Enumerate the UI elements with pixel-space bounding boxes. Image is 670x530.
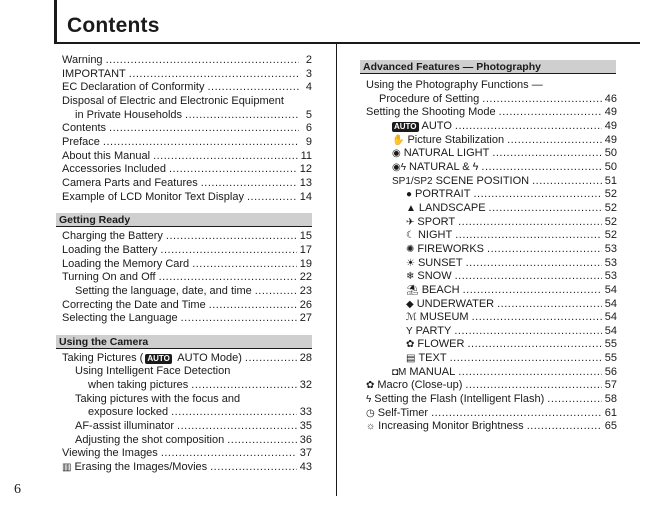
toc-entry[interactable] — [62, 68, 312, 82]
toc-entry[interactable] — [62, 95, 312, 109]
toc-entry-label — [62, 68, 126, 82]
toc-entry[interactable] — [62, 81, 312, 95]
toc-page-number: 26 — [299, 298, 312, 311]
toc-entry[interactable] — [366, 147, 617, 161]
toc-entry[interactable] — [366, 311, 617, 325]
toc-entry[interactable] — [366, 325, 617, 339]
toc-entry[interactable] — [366, 106, 617, 120]
toc-entry-label — [88, 406, 168, 420]
toc-entry-text: Setting the Flash (Intelligent Flash) — [374, 393, 545, 406]
toc-entry-text: exposure locked — [88, 406, 169, 419]
toc-entry[interactable] — [366, 216, 617, 230]
leader-dots — [455, 229, 602, 243]
toc-entry-label — [392, 147, 489, 161]
toc-entry[interactable] — [62, 352, 312, 366]
leader-dots — [472, 311, 602, 325]
toc-entry-text: Taking Pictures ( — [62, 351, 144, 364]
toc-entry-text: AF-assist illuminator — [75, 420, 175, 433]
leader-dots — [209, 299, 297, 313]
toc-page-number: 37 — [299, 447, 312, 460]
toc-entry-text: Camera Parts and Features — [62, 176, 198, 189]
toc-page-number: 54 — [604, 324, 617, 337]
leader-dots — [106, 54, 299, 68]
mode-icon: ℳ — [406, 312, 417, 324]
toc-entry[interactable] — [62, 461, 312, 475]
toc-page-number: 43 — [299, 461, 312, 474]
mode-icon: ✿ — [406, 339, 415, 351]
toc-entry[interactable] — [62, 434, 312, 448]
toc-page-number: 50 — [604, 147, 617, 160]
toc-entry-text: Charging the Battery — [62, 230, 163, 243]
toc-entry[interactable] — [62, 136, 312, 150]
toc-entry-label — [62, 461, 207, 475]
toc-entry-text: IMPORTANT — [62, 67, 126, 80]
toc-entry[interactable] — [62, 379, 312, 393]
toc-page-number: 36 — [299, 433, 312, 446]
toc-entry-text: SCENE POSITION — [435, 174, 530, 187]
toc-page-number: 28 — [299, 351, 312, 364]
leader-dots — [247, 191, 297, 205]
toc-entry[interactable] — [62, 122, 312, 136]
toc-entry[interactable] — [366, 393, 617, 407]
toc-entry-text: Macro (Close-up) — [377, 379, 463, 392]
mode-icon: ❄ — [406, 271, 415, 283]
leader-dots — [161, 447, 297, 461]
leader-dots — [129, 68, 299, 82]
toc-entry-text: SUNSET — [417, 256, 463, 269]
toc-entry-text: Picture Stabilization — [407, 133, 505, 146]
toc-entry[interactable] — [366, 379, 617, 393]
toc-page-number: 11 — [300, 149, 312, 162]
toc-entry-text: LANDSCAPE — [418, 201, 486, 214]
toc-page-number: 4 — [305, 81, 312, 94]
toc-page-number: 52 — [604, 188, 617, 201]
section-heading-getting-ready: Getting Ready — [56, 213, 312, 227]
leader-dots — [465, 379, 601, 393]
toc-page-number: 52 — [604, 215, 617, 228]
toc-entry-text: when taking pictures — [88, 379, 189, 392]
toc-entry[interactable] — [62, 54, 312, 68]
mode-icon: ✿ — [366, 380, 375, 392]
leader-dots — [450, 352, 602, 366]
leader-dots — [463, 284, 602, 298]
toc-entry-text: FIREWORKS — [417, 242, 485, 255]
toc-page-number: 52 — [604, 229, 617, 242]
toc-page-number: 12 — [299, 163, 312, 176]
toc-entry-text: PARTY — [415, 324, 452, 337]
toc-entry[interactable] — [62, 109, 312, 123]
leader-dots — [201, 177, 297, 191]
toc-entry-label — [406, 243, 484, 257]
toc-page-number: 53 — [604, 270, 617, 283]
toc-entry[interactable] — [62, 191, 312, 205]
toc-entry-text: Correcting the Date and Time — [62, 298, 206, 311]
mode-icon: SP1/SP2 — [392, 175, 433, 187]
leader-dots — [191, 379, 296, 393]
toc-entry-text: Taking pictures with the focus and — [75, 392, 241, 405]
toc-page-number: 3 — [305, 67, 312, 80]
toc-entry-label — [62, 352, 242, 366]
toc-page-number: 46 — [604, 92, 617, 105]
toc-entry-label — [406, 352, 447, 366]
toc-entry[interactable] — [366, 79, 617, 93]
toc-entry[interactable] — [62, 230, 312, 244]
toc-page-number: 15 — [299, 230, 312, 243]
toc-entry-label — [75, 434, 224, 448]
leader-dots — [455, 120, 602, 134]
toc-entry[interactable] — [366, 270, 617, 284]
toc-entry[interactable] — [62, 285, 312, 299]
toc-entry-text: Loading the Battery — [62, 243, 158, 256]
toc-entry-text: UNDERWATER — [416, 297, 495, 310]
leader-dots — [473, 188, 601, 202]
toc-entry-label — [62, 230, 163, 244]
mode-icon: ☾ — [406, 230, 415, 242]
toc-entry-text: in Private Households — [75, 108, 183, 121]
toc-entry-text: Adjusting the shot composition — [75, 433, 225, 446]
toc-entry-label — [62, 95, 284, 109]
toc-entry-text: Loading the Memory Card — [62, 257, 190, 270]
toc-entry-label — [366, 420, 524, 434]
toc-entry-text: NATURAL & ϟ — [409, 160, 479, 173]
toc-page-number: 54 — [604, 283, 617, 296]
spacer — [62, 204, 312, 213]
toc-entry-label — [366, 407, 428, 421]
toc-entry-text: AUTO Mode) — [174, 351, 242, 364]
leader-dots — [532, 175, 602, 189]
toc-page-number: 58 — [604, 393, 617, 406]
toc-entry-label — [406, 298, 494, 312]
toc-entry[interactable] — [62, 299, 312, 313]
leader-dots — [103, 136, 299, 150]
toc-page-number: 23 — [299, 284, 312, 297]
toc-entry[interactable] — [62, 365, 312, 379]
toc-entry-text: Using the Photography Functions — — [366, 79, 543, 91]
section-heading-using-camera: Using the Camera — [56, 335, 312, 349]
auto-mode-icon: AUTO — [147, 353, 170, 363]
toc-entry-label — [62, 81, 204, 95]
mode-icon: ☼ — [366, 421, 376, 433]
toc-entry-text: SNOW — [417, 270, 452, 283]
mode-icon: ✈ — [406, 216, 415, 228]
mode-icon: ▥ — [62, 462, 72, 474]
toc-entry[interactable] — [366, 366, 617, 380]
toc-page-number: 52 — [604, 201, 617, 214]
mode-icon: ◘M — [392, 366, 407, 378]
toc-entry[interactable] — [366, 188, 617, 202]
toc-entry-label — [62, 136, 100, 150]
leader-dots — [207, 81, 299, 95]
mode-icon: ⛱ — [406, 284, 419, 296]
leader-dots — [245, 352, 297, 366]
toc-entry[interactable] — [62, 406, 312, 420]
leader-dots — [497, 298, 602, 312]
leader-dots — [482, 93, 601, 107]
toc-page-number: 5 — [305, 108, 312, 121]
toc-entry[interactable] — [62, 420, 312, 434]
getting-ready-list — [62, 230, 312, 326]
mode-icon: ▤ — [406, 353, 416, 365]
toc-entry-label — [366, 106, 496, 120]
toc-entry-text: NIGHT — [417, 229, 453, 242]
leader-dots — [171, 406, 297, 420]
toc-entry-label — [75, 420, 174, 434]
advanced-features-list — [366, 79, 617, 434]
leader-dots — [210, 461, 297, 475]
toc-entry[interactable] — [366, 229, 617, 243]
right-column — [363, 60, 617, 434]
toc-page-number: 56 — [604, 365, 617, 378]
toc-entry[interactable] — [366, 257, 617, 271]
toc-entry-text: Increasing Monitor Brightness — [378, 420, 524, 433]
toc-entry-label — [62, 150, 150, 164]
toc-page-number: 61 — [604, 406, 617, 419]
toc-page-number: 53 — [604, 242, 617, 255]
toc-page-number: 9 — [305, 135, 312, 148]
toc-entry-label — [379, 93, 479, 107]
toc-entry[interactable] — [62, 150, 312, 164]
toc-page-number: 22 — [299, 271, 312, 284]
toc-entry-label — [406, 284, 460, 298]
toc-entry-text: SPORT — [417, 215, 456, 228]
toc-entry-label — [62, 271, 156, 285]
mode-icon: ◆ — [406, 298, 414, 310]
toc-page-number: 54 — [604, 297, 617, 310]
toc-entry-text: MUSEUM — [419, 311, 469, 324]
toc-entry-label — [406, 188, 470, 202]
leader-dots — [489, 202, 602, 216]
leader-dots — [499, 106, 602, 120]
mode-icon: ϟ — [366, 394, 372, 406]
toc-page-number: 19 — [299, 257, 312, 270]
toc-entry[interactable] — [366, 202, 617, 216]
toc-entry-label — [62, 312, 178, 326]
toc-entry-label — [88, 379, 188, 393]
leader-dots — [481, 161, 601, 175]
toc-entry-text: Disposal of Electric and Electronic Equipment — [62, 94, 284, 107]
toc-page-number: 49 — [604, 119, 617, 132]
leader-dots — [185, 109, 299, 123]
toc-entry-text: Self-Timer — [377, 406, 429, 419]
leader-dots — [507, 134, 602, 148]
toc-page-number: 54 — [604, 311, 617, 324]
toc-entry-label — [406, 325, 451, 339]
toc-entry-text: Erasing the Images/Movies — [74, 461, 208, 474]
toc-page-number: 57 — [604, 379, 617, 392]
toc-page-number: 65 — [604, 420, 617, 433]
page-number: 6 — [14, 482, 21, 497]
using-camera-list — [62, 352, 312, 475]
toc-entry[interactable] — [366, 284, 617, 298]
toc-entry-label — [392, 366, 455, 380]
toc-entry[interactable] — [366, 407, 617, 421]
toc-entry-label — [366, 393, 544, 407]
leader-dots — [181, 312, 297, 326]
leader-dots — [109, 122, 299, 136]
toc-entry-label — [406, 338, 464, 352]
toc-entry-text: Example of LCD Monitor Text Display — [62, 190, 244, 203]
toc-entry[interactable] — [62, 244, 312, 258]
page-title: Contents — [67, 14, 160, 37]
toc-entry-label — [366, 79, 543, 93]
toc-entry[interactable] — [366, 420, 617, 434]
toc-entry-label — [75, 393, 240, 407]
toc-entry-label — [62, 177, 198, 191]
toc-entry[interactable] — [366, 243, 617, 257]
leader-dots — [255, 285, 297, 299]
toc-entry-text: Using Intelligent Face Detection — [75, 365, 231, 378]
toc-entry-text: MANUAL — [409, 365, 456, 378]
leader-dots — [492, 147, 601, 161]
toc-entry-text: BEACH — [421, 283, 460, 296]
toc-entry-label — [406, 257, 463, 271]
toc-entry[interactable] — [62, 163, 312, 177]
leader-dots — [431, 407, 602, 421]
toc-page-number: 50 — [604, 160, 617, 173]
spacer — [62, 326, 312, 335]
toc-entry-label — [392, 120, 452, 134]
toc-entry-text: About this Manual — [62, 149, 151, 162]
toc-entry-label — [75, 285, 252, 299]
toc-entry-label — [62, 191, 244, 205]
toc-entry[interactable] — [366, 338, 617, 352]
section-heading-advanced-features: Advanced Features — Photography — [360, 60, 616, 74]
leader-dots — [177, 420, 297, 434]
mode-icon: ▲ — [406, 202, 416, 214]
toc-entry-label — [62, 299, 206, 313]
column-divider — [336, 44, 337, 496]
leader-dots — [527, 420, 602, 434]
toc-entry-label — [62, 447, 158, 461]
toc-entry[interactable] — [366, 352, 617, 366]
left-toc-list — [62, 54, 312, 204]
toc-page-number: 2 — [305, 54, 312, 66]
toc-entry-text: AUTO — [421, 119, 452, 132]
toc-entry-text: Accessories Included — [62, 163, 166, 176]
leader-dots — [227, 434, 297, 448]
leader-dots — [160, 244, 296, 258]
leader-dots — [466, 257, 602, 271]
toc-entry-label — [406, 229, 452, 243]
toc-entry-label — [406, 202, 486, 216]
toc-entry-text: Preface — [62, 135, 100, 148]
toc-entry-text: Turning On and Off — [62, 271, 156, 284]
toc-entry[interactable] — [62, 393, 312, 407]
left-column — [59, 54, 312, 475]
leader-dots — [153, 150, 298, 164]
toc-entry-text: Selecting the Language — [62, 312, 178, 325]
mode-icon: ✋ — [392, 134, 405, 146]
mode-icon: ◉ϟ — [392, 161, 407, 173]
toc-page-number: 53 — [604, 256, 617, 269]
leader-dots — [458, 366, 602, 380]
title-bar — [54, 0, 640, 44]
mode-icon: ◉ — [392, 148, 401, 160]
toc-page-number: 33 — [299, 406, 312, 419]
toc-entry-text: FLOWER — [417, 338, 465, 351]
leader-dots — [169, 163, 297, 177]
leader-dots — [467, 338, 601, 352]
mode-icon: ✺ — [406, 243, 415, 255]
toc-entry-text: PORTRAIT — [415, 188, 471, 201]
toc-entry-text: Setting the language, date, and time — [75, 284, 252, 297]
toc-page-number: 13 — [299, 176, 312, 189]
toc-entry[interactable] — [62, 258, 312, 272]
toc-entry-label — [366, 379, 462, 393]
toc-entry-label — [75, 365, 230, 379]
toc-entry-label — [62, 122, 106, 136]
toc-page-number: 55 — [604, 352, 617, 365]
toc-entry-label — [62, 244, 157, 258]
toc-entry-label — [62, 54, 103, 68]
leader-dots — [159, 271, 297, 285]
toc-entry[interactable] — [62, 177, 312, 191]
toc-page-number: 14 — [299, 190, 312, 203]
toc-entry-text: Setting the Shooting Mode — [366, 106, 496, 119]
toc-entry-text: NATURAL LIGHT — [403, 147, 490, 160]
toc-entry[interactable] — [366, 161, 617, 175]
auto-mode-icon: AUTO — [394, 121, 417, 131]
leader-dots — [487, 243, 602, 257]
toc-entry-text: Viewing the Images — [62, 447, 158, 460]
toc-entry[interactable] — [366, 120, 617, 134]
toc-page-number: 35 — [299, 420, 312, 433]
leader-dots — [192, 258, 297, 272]
toc-entry-label — [406, 311, 469, 325]
leader-dots — [454, 325, 601, 339]
mode-icon: ◷ — [366, 407, 375, 419]
toc-entry[interactable] — [62, 447, 312, 461]
toc-entry-text: Contents — [62, 122, 107, 135]
toc-page-number: 17 — [299, 243, 312, 256]
leader-dots — [455, 270, 602, 284]
toc-page-number: 32 — [299, 379, 312, 392]
toc-entry-label — [75, 109, 182, 123]
toc-entry-text: Warning — [62, 54, 103, 66]
toc-page-number: 49 — [604, 133, 617, 146]
toc-entry[interactable] — [366, 175, 617, 189]
toc-entry[interactable] — [366, 93, 617, 107]
toc-entry-text: Procedure of Setting — [379, 92, 480, 105]
leader-dots — [166, 230, 297, 244]
toc-entry-label — [62, 258, 189, 272]
toc-page-number: 6 — [305, 122, 312, 135]
toc-entry-label — [392, 161, 478, 175]
toc-page-number: 49 — [604, 106, 617, 119]
toc-entry-text: TEXT — [418, 352, 447, 365]
mode-icon: Y — [406, 325, 413, 337]
leader-dots — [547, 393, 601, 407]
toc-entry-text: EC Declaration of Conformity — [62, 81, 205, 94]
toc-entry-label — [392, 134, 504, 148]
toc-entry[interactable] — [366, 134, 617, 148]
mode-icon: ☀ — [406, 257, 415, 269]
mode-icon: ● — [406, 189, 413, 201]
toc-entry-label — [392, 175, 529, 189]
toc-entry[interactable] — [62, 271, 312, 285]
toc-page-number: 55 — [604, 338, 617, 351]
toc-entry[interactable] — [62, 312, 312, 326]
toc-page-number: 51 — [604, 174, 617, 187]
toc-page-number: 27 — [299, 312, 312, 325]
toc-entry-label — [62, 163, 166, 177]
toc-entry-label — [406, 216, 455, 230]
toc-entry-label — [406, 270, 452, 284]
toc-entry[interactable] — [366, 298, 617, 312]
leader-dots — [458, 216, 602, 230]
